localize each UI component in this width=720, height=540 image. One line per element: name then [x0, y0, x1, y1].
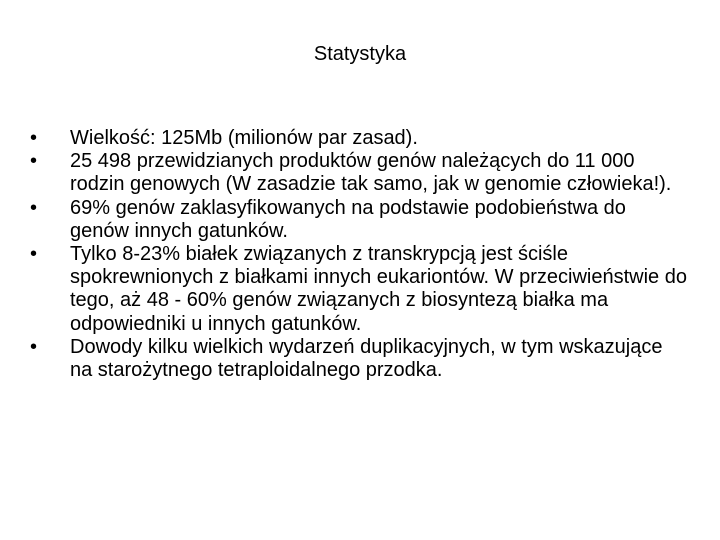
bullet-text: Tylko 8-23% białek związanych z transkrypcją jest ściśle spokrewnionych z białkami innych eukariontów. W przeciwieństwie do tego, aż 48 - 60% genów związanych z biosyntezą białka ma odpowiedniki u innych gatunków. — [70, 243, 687, 335]
bullet-text: Dowody kilku wielkich wydarzeń duplikacyjnych, w tym wskazujące na starożytnego tetraploidalnego przodka. — [70, 335, 663, 382]
slide-title: Statystyka — [313, 43, 407, 65]
bullet-icon: • — [30, 196, 38, 219]
bullet-icon: • — [30, 127, 38, 149]
bullet-text: 69% genów zaklasyfikowanych na podstawie podobieństwa do genów innych gatunków. — [70, 196, 626, 242]
bullet-item-gene-products — [30, 150, 690, 196]
bullet-item-classified-genes — [30, 197, 690, 243]
bullet-icon: • — [30, 335, 38, 358]
bullet-icon: • — [30, 150, 38, 173]
bullet-text: 25 498 przewidzianych produktów genów należących do 11 000 rodzin genowych (W zasadzie tak samo, jak w genomie człowieka!). — [70, 150, 672, 196]
bullet-item-transcription-proteins — [30, 243, 690, 336]
bullet-icon: • — [30, 243, 38, 266]
bullet-item-duplication-events — [30, 336, 690, 382]
bullet-list — [30, 127, 690, 382]
bullet-item-size — [30, 127, 690, 150]
bullet-text: Wielkość: 125Mb (milionów par zasad). — [70, 127, 418, 149]
